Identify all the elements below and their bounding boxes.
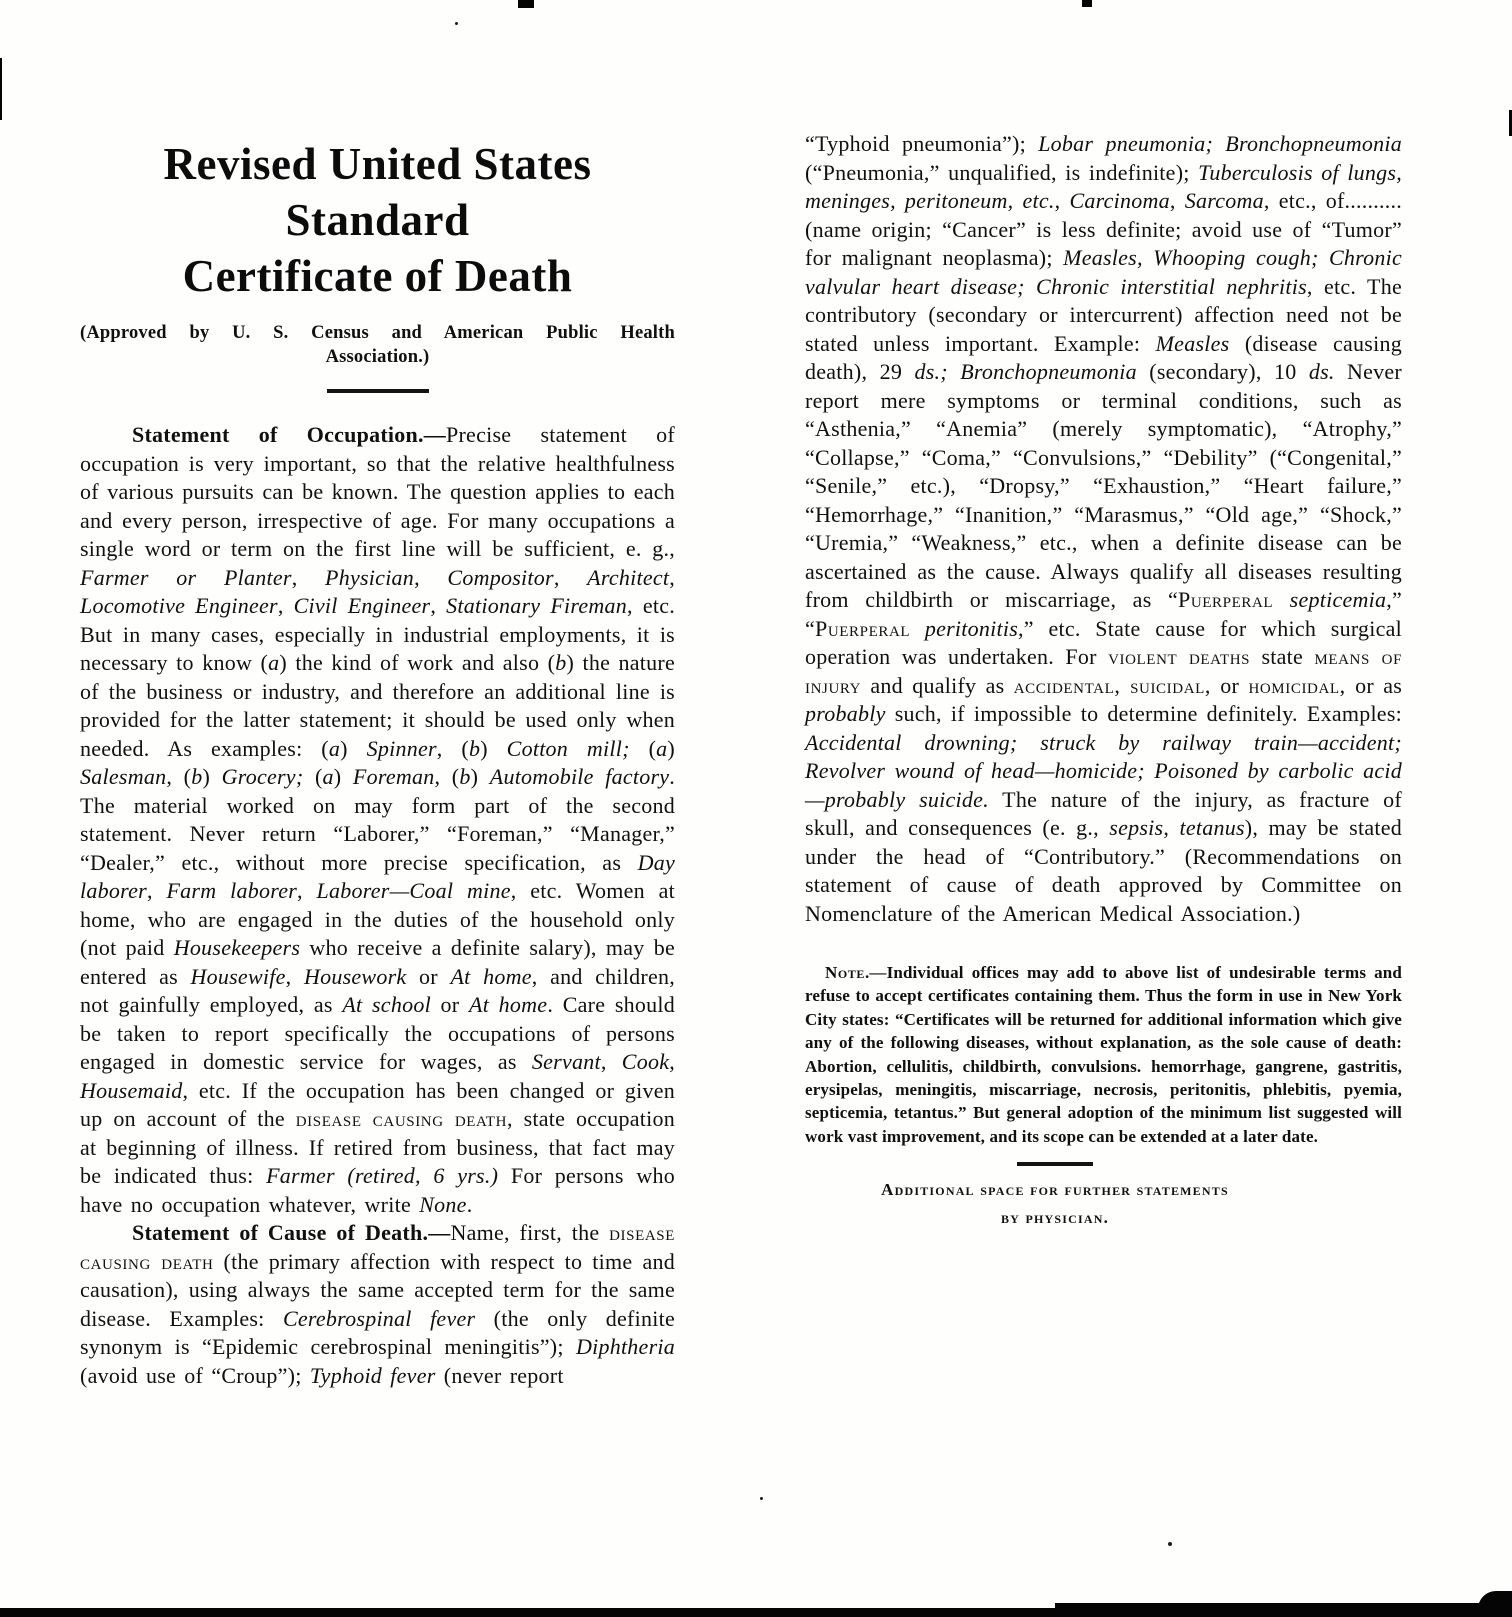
approval-subtitle xyxy=(80,321,675,369)
statement-of-occupation-paragraph: Statement of Occupation.—Precise statement of occupation is very important, so that the relative healthfulness of various pursuits can be known. The question applies to each and every person, irrespective of age. For many occupations a single word or term on the first line will be sufficient, e. g., Farmer or Planter, Physician, Compositor, Architect, Locomotive Engineer, Civil Engineer, Stationary Fireman, etc. But in many cases, especially in industrial employments, it is necessary to know (a) the kind of work and also (b) the nature of the business or industry, and therefore an additional line is provided for the latter statement; it should be used only when needed. As examples: (a) Spinner, (b) Cotton mill; (a) Salesman, (b) Grocery; (a) Foreman, (b) Automobile factory. The material worked on may form part of the second statement. Never return “Laborer,” “Foreman,” “Manager,” “Dealer,” etc., without more precise specification, as Day laborer, Farm laborer, Laborer—Coal mine, etc. Women at home, who are engaged in the duties of the household only (not paid Housekeepers who receive a definite salary), may be entered as Housewife, Housework or At home, and children, not gainfully employed, as At school or At home. Care should be taken to report specifically the occupations of persons engaged in domestic service for wages, as Servant, Cook, Housemaid, etc. If the occupation has been changed or given up on account of the disease causing death, state occupation at beginning of illness. If retired from business, that fact may be indicated thus: Farmer (retired, 6 yrs.) For persons who have no occupation whatever, write None. xyxy=(80,422,676,1217)
right-column-body xyxy=(805,130,1402,928)
scan-artifact-bottom-strip xyxy=(1055,1603,1512,1617)
scan-speck xyxy=(1168,1542,1172,1546)
left-column-body xyxy=(80,421,675,1390)
footer-divider-rule xyxy=(1017,1162,1093,1166)
note-paragraph: Note.—Individual offices may add to above list of undesirable terms and refuse to accept certificates containing them. Thus the form in use in New York City states: “Certificates will be returned for additional information which give any of the following diseases, without explanation, as the sole cause of death: Abortion, cellulitis, childbirth, convulsions. hemorrhage, gangrene, gastritis, erysipelas, meningitis, miscarriage, necrosis, peritonitis, phlebitis, pyemia, septicemia, tetantus.” But general adoption of the minimum list suggested will work vast improvement, and its scope can be extended at a later date. xyxy=(805,963,1402,1146)
cause-of-death-continuation-paragraph: “Typhoid pneumonia”); Lobar pneumonia; Bronchopneumonia (“Pneumonia,” unqualified, is indefinite); Tuberculosis of lungs, meninges, peritoneum, etc., Carcinoma, Sarcoma, etc., of..........(name origin; “Cancer” is less definite; avoid use of “Tumor” for malignant neoplasma); Measles, Whooping cough; Chronic valvular heart disease; Chronic interstitial nephritis, etc. The contributory (secondary or intercurrent) affection need not be stated unless important. Example: Measles (disease causing death), 29 ds.; Bronchopneumonia (secondary), 10 ds. Never report mere symptoms or terminal conditions, such as “Asthenia,” “Anemia” (merely symptomatic), “Atrophy,” “Collapse,” “Coma,” “Convulsions,” “Debility” (“Congenital,” “Senile,” etc.), “Dropsy,” “Exhaustion,” “Heart failure,” “Hemorrhage,” “Inanition,” “Marasmus,” “Old age,” “Shock,” “Uremia,” “Weakness,” etc., when a definite disease can be ascertained as the cause. Always qualify all diseases resulting from childbirth or miscarriage, as “Puerperal septicemia,” “Puerperal peritonitis,” etc. State cause for which surgical operation was undertaken. For violent deaths state means of injury and qualify as accidental, suicidal, or homicidal, or as probably such, if impossible to determine definitely. Examples: Accidental drowning; struck by railway train—accident; Revolver wound of head—homicide; Poisoned by carbolic acid—probably suicide. The nature of the injury, as fracture of skull, and consequences (e. g., sepsis, tetanus), may be stated under the head of “Contributory.” (Recommendations on statement of cause of death approved by Committee on Nomenclature of the American Medical Association.) xyxy=(805,131,1403,926)
approval-subtitle-line1: (Approved by U. S. Census and American Public Health xyxy=(80,323,675,343)
scan-speck xyxy=(455,22,458,25)
page-title-line1: Revised United States Standard xyxy=(163,139,592,245)
scan-speck xyxy=(760,1497,763,1500)
statement-of-cause-of-death-paragraph: Statement of Cause of Death.—Name, first, the disease causing death (the primary affection with respect to time and causation), using always the same accepted term for the same disease. Examples: Cerebrospinal fever (the only definite synonym is “Epidemic cerebrospinal meningitis”); Diphtheria (avoid use of “Croup”); Typhoid fever (never report xyxy=(80,1220,675,1388)
left-column xyxy=(80,136,675,1390)
additional-space-caption-line1: Additional space for further statements xyxy=(881,1180,1229,1200)
scan-artifact-top-mark xyxy=(1082,0,1092,7)
additional-space-caption-line2: by physician. xyxy=(1000,1208,1110,1228)
page-title-line2: Certificate of Death xyxy=(182,251,573,301)
scan-artifact-bottom-corner xyxy=(1478,1591,1512,1617)
note-fine-print xyxy=(805,961,1402,1148)
page-title xyxy=(80,136,675,304)
footer-block xyxy=(805,1162,1305,1232)
scan-artifact-left-edge xyxy=(0,58,2,120)
section-divider-rule xyxy=(327,389,429,393)
additional-space-caption xyxy=(805,1176,1305,1232)
scan-artifact-top-mark xyxy=(518,0,534,8)
approval-subtitle-line2: Association.) xyxy=(325,347,430,367)
right-column xyxy=(805,130,1402,1232)
